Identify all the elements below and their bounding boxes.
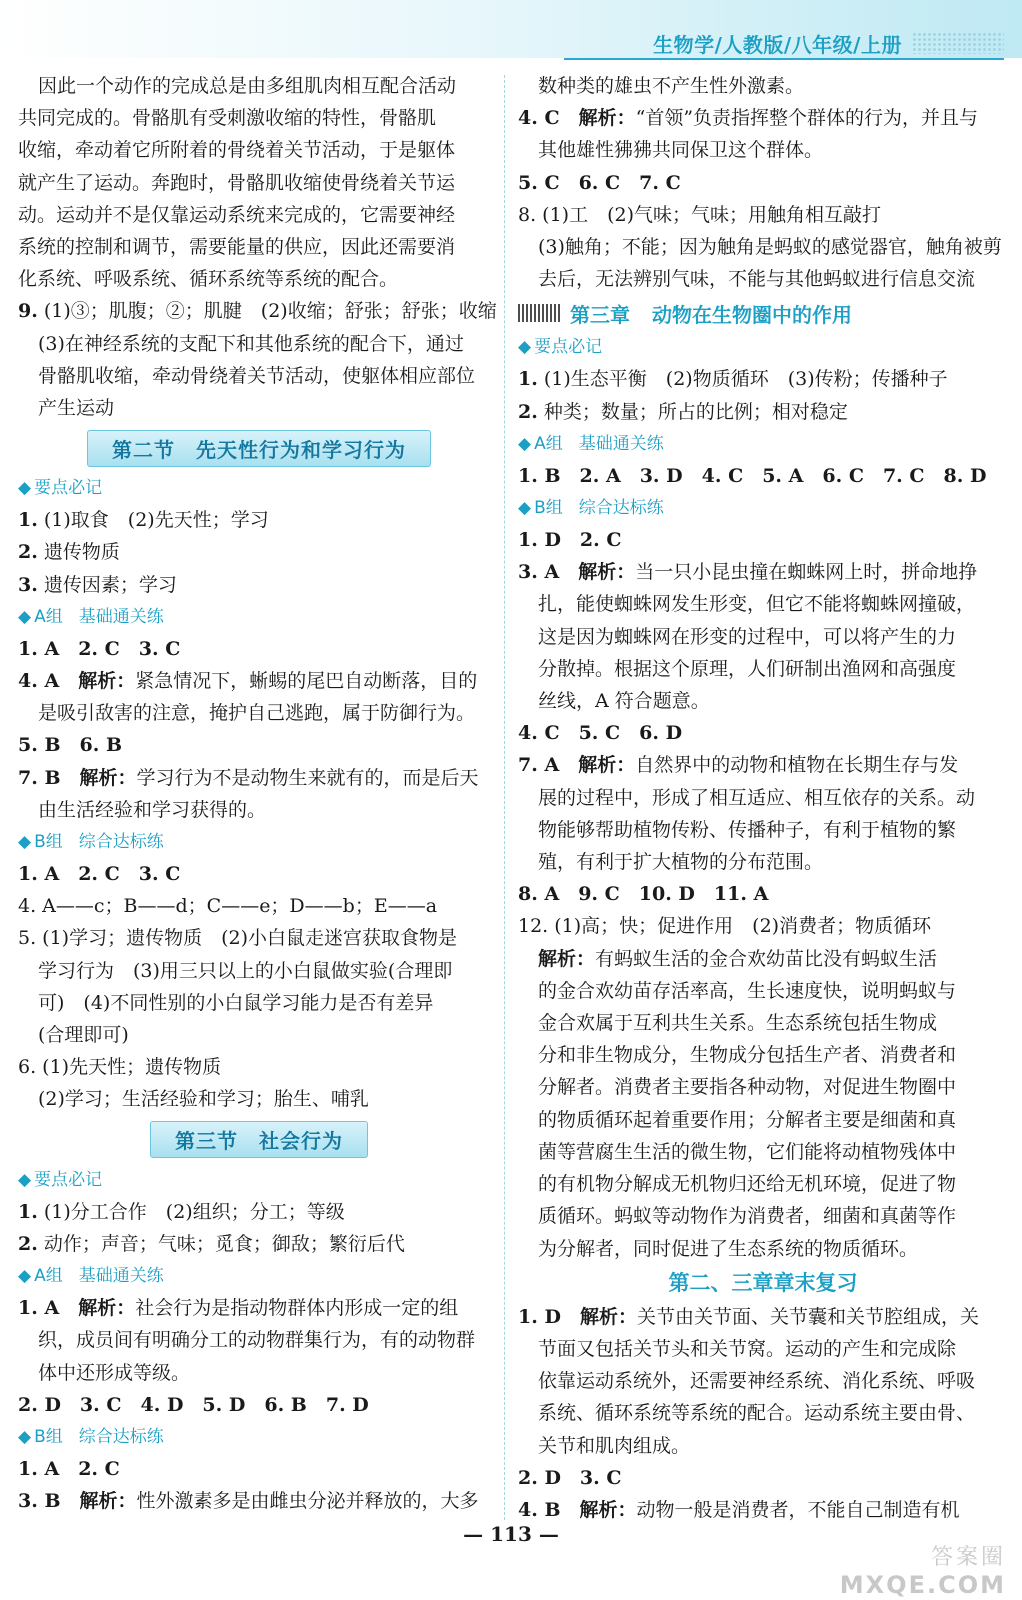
answer-row: 4. C 5. C 6. D [518,722,683,745]
text-line: 收缩，牵动着它所附着的骨绕着关节活动，于是躯体 [18,139,456,162]
group-label: B组 [534,498,563,519]
running-header [653,28,1004,58]
group-name: 基础通关练 [78,606,164,627]
chapter-heading [518,295,1008,331]
text-line: 丝线，A 符合题意。 [538,690,710,713]
answer-row: 1. A 2. C 3. C [18,863,181,886]
answer-number: 2. [18,541,38,564]
answer-number: 3. [18,573,38,596]
answer-number: 7. A [518,754,560,777]
text-line: 展的过程中，形成了相互适应、相互依存的关系。动 [538,786,976,809]
list-item [18,1228,500,1260]
text-line: (3)在神经系统的支配下和其他系统的配合下，通过 [38,332,464,355]
page-number: — 113 — [463,1522,559,1546]
list-item [18,536,500,568]
group-name: 综合达标练 [78,1426,164,1447]
answer-number: 1. D [518,1305,561,1328]
chapter-title: 动物在生物圈中的作用 [652,302,852,327]
diamond-icon: ◆ [18,606,32,627]
analysis-first-line [518,943,1008,975]
list-item [518,363,1008,395]
text-line: 数种类的雄虫不产生性外激素。 [538,75,805,97]
subheading-label: 要点必记 [34,478,103,499]
subheading-key-points [18,472,500,504]
answer-row: 1. A 2. C [18,1457,120,1480]
answer-row: 8. A 9. C 10. D 11. A [518,883,769,906]
text-line: 骨骼肌收缩，牵动骨绕着关节活动，使躯体相应部位 [38,364,476,387]
answer-text: (1)生态平衡 (2)物质循环 (3)传粉；传播种子 [543,368,948,391]
text-line: 学习行为 (3)用三只以上的小白鼠做实验(合理即 [38,959,453,982]
text-line: 系统的控制和调节，需要能量的供应，因此还需要消 [18,236,456,259]
list-item [518,396,1008,428]
text-line: 共同完成的。骨骼肌有受刺激收缩的特性，骨骼肌 [18,107,437,130]
subheading-key-points [518,331,1008,363]
group-label: B组 [34,1426,63,1447]
answer-number: 1. [18,509,38,532]
analysis-label: 解析： [578,754,636,777]
analysis-label: 解析： [79,766,137,789]
answer-text: 性外激素多是由雌虫分泌并释放的，大多 [136,1490,479,1513]
subheading-group-b [18,1421,500,1453]
text-line: 动。运动并不是仅靠运动系统来完成的，它需要神经 [18,203,456,226]
answer-4 [18,665,500,697]
answer-number: 4. A [18,670,60,693]
list-item [18,504,500,536]
text-line: 因此一个动作的完成总是由多组肌肉相互配合活动 [38,75,457,97]
answer-row: 1. D 2. C [518,529,622,552]
text-line: 体中还形成等级。 [38,1361,191,1384]
answer-text: (1)取食 (2)先天性；学习 [43,509,269,532]
answer-number: 1. [18,1200,38,1223]
answer-number: 4. C [518,107,560,130]
answer-text: 学习行为不是动物生来就有的，而是后天 [136,766,479,789]
section-title: 第二节 先天性行为和学习行为 [87,430,431,467]
answer-number: 2. [518,400,538,423]
answer-number: 2. [18,1232,38,1255]
text-line: 分解者。消费者主要指各种动物，对促进生物圈中 [538,1076,957,1099]
subheading-group-a [18,1260,500,1292]
answer-number: 4. B [518,1498,561,1521]
subheading-label: 要点必记 [34,1169,103,1190]
text-line: 这是因为蜘蛛网在形变的过程中，可以将产生的力 [538,625,957,648]
answer-text: 种类；数量；所占的比例；相对稳定 [543,400,848,423]
text-line: 物能够帮助植物传粉、传播种子，有利于植物的繁 [538,818,957,841]
analysis-label: 解析： [578,561,636,584]
diamond-icon: ◆ [18,832,32,853]
text-line: 就产生了运动。奔跑时，骨骼肌收缩使骨绕着关节运 [18,171,456,194]
analysis-label: 解析： [579,1498,637,1521]
answer-text: 社会行为是指动物群体内形成一定的组 [135,1297,459,1320]
watermark [836,1540,1006,1599]
paragraph-continuation [18,70,500,295]
text-line: 系统、循环系统等系统的配合。运动系统主要由骨、 [538,1402,976,1425]
diamond-icon: ◆ [518,433,532,454]
analysis-label: 解析： [78,670,136,693]
watermark-top: 答案圈 [930,1545,1006,1570]
group-label: A组 [34,606,63,627]
subheading-group-a [18,601,500,633]
diamond-icon: ◆ [18,1426,32,1447]
text-line: 分散掉。根据这个原理，人们研制出渔网和高强度 [538,657,957,680]
answer-9 [18,295,500,327]
answer-text: 遗传因素；学习 [43,573,177,596]
text-line: (2)学习；生活经验和学习；胎生、哺乳 [38,1088,369,1111]
diamond-icon: ◆ [18,1266,32,1287]
answer-row: 5. C 6. C 7. C [518,171,681,194]
answer-text: 当一只小昆虫撞在蜘蛛网上时，拼命地挣 [635,561,978,584]
group-label: B组 [34,832,63,853]
analysis-label: 解析： [538,947,596,970]
text-line: 的金合欢幼苗存活率高，生长速度快，说明蚂蚁与 [538,979,957,1002]
answer-text: (1)③；肌腹；②；肌腱 (2)收缩；舒张；舒张；收缩 [43,300,497,323]
section-heading-3 [18,1120,500,1160]
text-line: 是吸引敌害的注意，掩护自己逃跑，属于防御行为。 [38,702,476,725]
answer-text: “首领”负责指挥整个群体的行为，并且与 [635,107,979,130]
analysis-label: 解析： [79,1490,137,1513]
diamond-icon: ◆ [18,1169,32,1190]
answer-3 [518,556,1008,588]
text-line: 其他雄性狒狒共同保卫这个群体。 [538,139,824,162]
answer-number: 1. [518,368,538,391]
subheading-group-a [518,428,1008,460]
chapter-bar-icon [518,304,562,322]
text-line: 去后，无法辨别气味，不能与其他蚂蚁进行信息交流 [538,268,976,291]
diamond-icon: ◆ [518,337,532,358]
subheading-label: 要点必记 [534,337,603,358]
group-name: 基础通关练 [578,433,664,454]
answer-text: 遗传物质 [43,541,120,564]
text-line: (3)触角；不能；因为触角是蚂蚁的感觉器官，触角被剪 [538,236,1002,259]
answer-text: (1)分工合作 (2)组织；分工；等级 [43,1200,345,1223]
answer-row: 2. D 3. C 4. D 5. D 6. B 7. D [18,1393,369,1416]
answer-text: 自然界中的动物和植物在长期生存与发 [635,754,959,777]
left-column [18,70,500,1517]
list-item [18,1196,500,1228]
section-title: 第三节 社会行为 [150,1121,368,1158]
text-line: 关节和肌肉组成。 [538,1434,691,1457]
answer-text: 紧急情况下，蜥蜴的尾巴自动断落，目的 [135,670,478,693]
analysis-label: 解析： [579,1305,637,1328]
answer-text: 动物一般是消费者，不能自己制造有机 [636,1498,960,1521]
text-line: 8. (1)工 (2)气味；气味；用触角相互敲打 [518,203,881,226]
column-divider [504,75,505,1520]
analysis-label: 解析： [78,1297,136,1320]
answer-1 [18,1292,500,1324]
text-line: 依靠运动系统外，还需要神经系统、消化系统、呼吸 [538,1370,976,1393]
text-line: 扎，能使蜘蛛网发生形变，但它不能将蜘蛛网撞破， [538,593,976,616]
group-label: A组 [534,433,563,454]
answer-row: 5. B 6. B [18,734,123,757]
text-line: 由生活经验和学习获得的。 [38,798,267,821]
answer-text: 关节由关节面、关节囊和关节腔组成，关 [636,1305,979,1328]
text-line: 的有机物分解成无机物归还给无机环境，促进了物 [538,1173,957,1196]
diamond-icon: ◆ [18,478,32,499]
text-line: 菌等营腐生生活的微生物，它们能将动植物残体中 [538,1140,957,1163]
diamond-icon: ◆ [518,498,532,519]
answer-number: 7. B [18,766,61,789]
group-label: A组 [34,1266,63,1287]
watermark-bottom: MXQE.COM [839,1571,1006,1599]
text-line: 殖，有利于扩大植物的分布范围。 [538,851,824,874]
answer-row: 12. (1)高；快；促进作用 (2)消费者；物质循环 [518,915,932,938]
answer-number: 9. [18,300,38,323]
answer-text: 有蚂蚁生活的金合欢幼苗比没有蚂蚁生活 [595,947,938,970]
text-line: 可) (4)不同性别的小白鼠学习能力是否有差异 [38,991,434,1014]
header-dot-pattern [912,32,1004,54]
review-heading: 第二、三章章末复习 [668,1270,858,1295]
answer-7 [18,762,500,794]
text-line: 织，成员间有明确分工的动物群集行为，有的动物群 [38,1329,476,1352]
group-name: 基础通关练 [78,1266,164,1287]
text-line: 产生运动 [38,397,115,420]
answer-3 [18,1485,500,1517]
answer-number: 3. B [18,1490,61,1513]
right-column [518,70,1008,1526]
text-line: 质循环。蚂蚁等动物作为消费者，细菌和真菌等作 [538,1205,957,1228]
answer-row: 1. B 2. A 3. D 4. C 5. A 6. C 7. C 8. D [518,464,987,487]
analysis-label: 解析： [578,107,636,130]
text-line: 为分解者，同时促进了生态系统的物质循环。 [538,1237,919,1260]
answer-text: 动作；声音；气味；觅食；御敌；繁衍后代 [43,1232,405,1255]
answer-number: 3. A [518,561,560,584]
chapter-number: 第三章 [570,302,630,327]
text-line: 的物质循环起着重要作用；分解者主要是细菌和真 [538,1108,957,1131]
text-line: 节面又包括关节头和关节窝。运动的产生和完成除 [538,1337,957,1360]
list-item [18,569,500,601]
text-line: 5. (1)学习；遗传物质 (2)小白鼠走迷宫获取食物是 [18,927,457,950]
section-heading-2 [18,428,500,468]
text-line: 分和非生物成分，生物成分包括生产者、消费者和 [538,1044,957,1067]
group-name: 综合达标练 [578,498,664,519]
answer-7 [518,749,1008,781]
text-line: 化系统、呼吸系统、循环系统等系统的配合。 [18,268,399,291]
header-title: 生物学/人教版/八年级/上册 [653,32,902,57]
header-rule [564,58,1004,60]
text-line: (合理即可) [38,1024,129,1047]
subheading-key-points [18,1164,500,1196]
text-line: 6. (1)先天性；遗传物质 [18,1056,222,1079]
answer-row: 1. A 2. C 3. C [18,637,181,660]
answer-number: 1. A [18,1297,60,1320]
text-line: 金合欢属于互利共生关系。生态系统包括生物成 [538,1012,938,1035]
answer-1 [518,1301,1008,1333]
subheading-group-b [18,826,500,858]
group-name: 综合达标练 [78,832,164,853]
answer-row: 2. D 3. C [518,1466,622,1489]
answer-4 [518,102,1008,134]
subheading-group-b [518,492,1008,524]
answer-row: 4. A——c；B——d；C——e；D——b；E——a [18,895,438,918]
